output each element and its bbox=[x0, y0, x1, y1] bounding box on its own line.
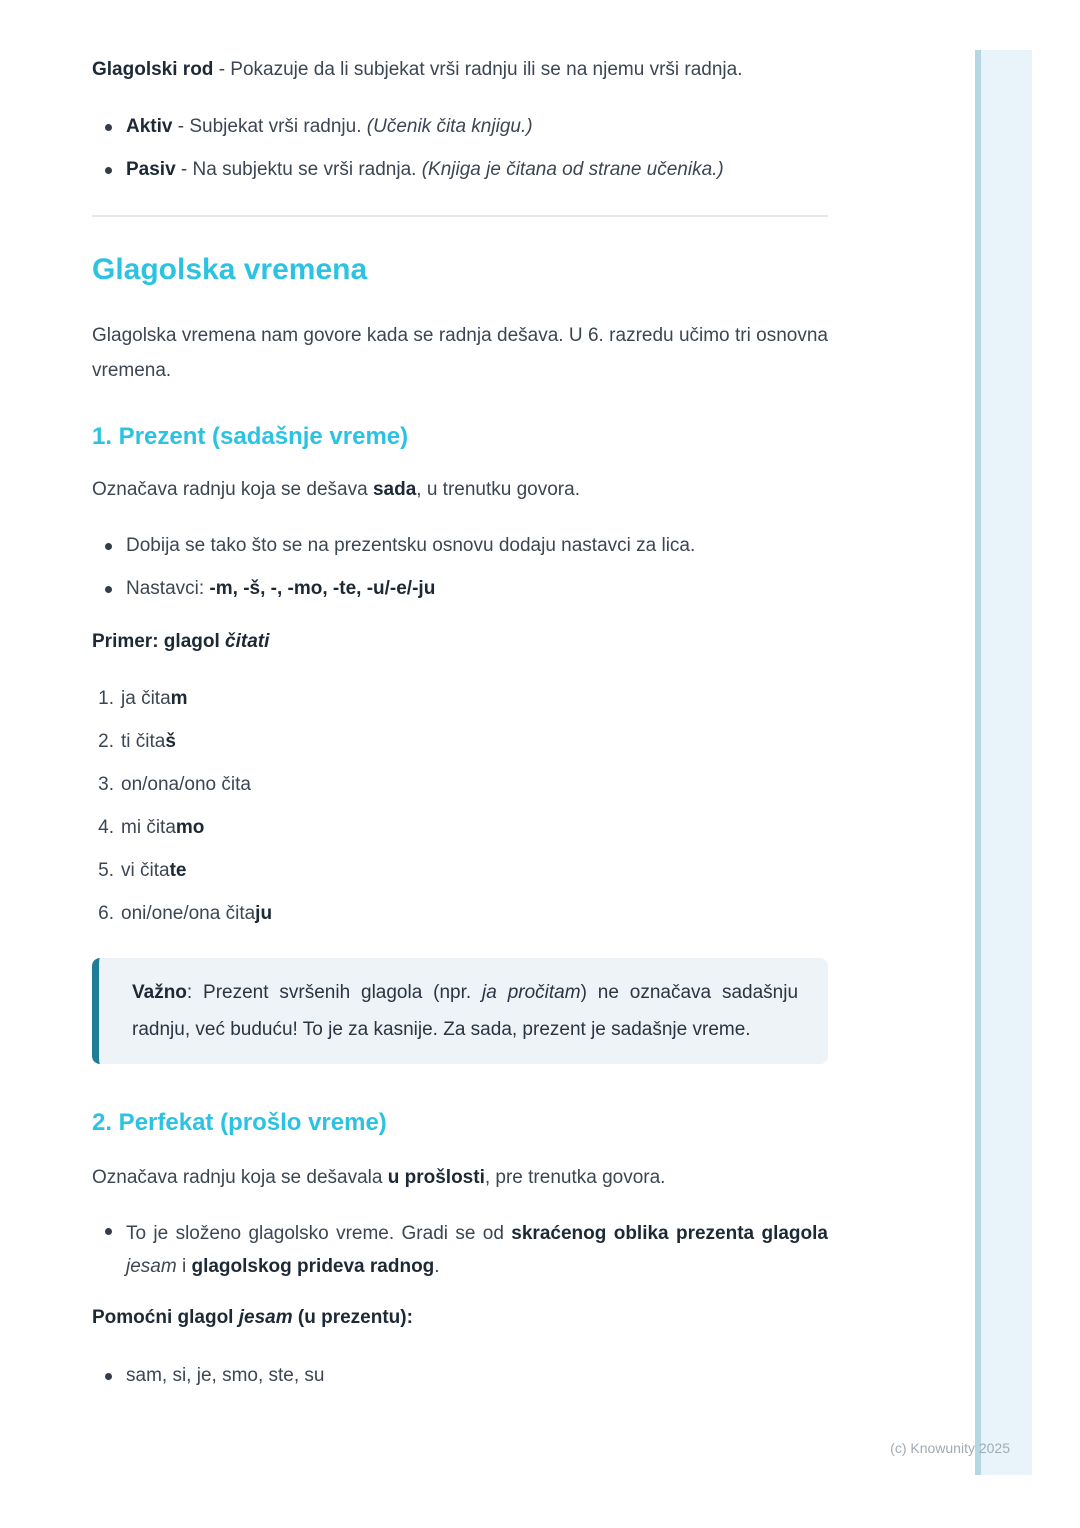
prezent-description bbox=[92, 476, 828, 504]
pasiv-example: (Knjiga je čitana od strane učenika.) bbox=[421, 159, 724, 180]
primer-verb bbox=[225, 631, 269, 652]
aktiv-example: (Učenik čita knjigu.) bbox=[366, 116, 533, 137]
callout-body-start: : Prezent svršenih glagola (npr. bbox=[186, 982, 483, 1003]
conjugation-row bbox=[92, 814, 828, 842]
conjugation-form bbox=[121, 728, 176, 756]
perfekat-list bbox=[92, 1217, 828, 1283]
perfekat-desc-text: Označava radnju koja se dešavala bbox=[92, 1167, 388, 1188]
prezent-list bbox=[92, 532, 828, 603]
important-callout bbox=[92, 958, 828, 1064]
list-item-pasiv bbox=[92, 156, 828, 184]
prezent-heading: 1. Prezent (sadašnje vreme) bbox=[92, 423, 409, 450]
aktiv-description: - Subjekat vrši radnju. bbox=[172, 116, 367, 137]
conjugation-row bbox=[92, 900, 828, 928]
form-ending: mo bbox=[175, 817, 205, 838]
conjugation-form bbox=[121, 771, 251, 799]
pomocni-text: Pomoćni glagol bbox=[92, 1307, 239, 1328]
bold-run: glagolskog prideva radnog bbox=[191, 1256, 435, 1277]
form-ending: m bbox=[170, 688, 188, 709]
section-divider bbox=[92, 215, 828, 217]
copyright-watermark: (c) Knowunity 2025 bbox=[890, 1440, 1010, 1456]
prezent-desc-bold: sada bbox=[372, 479, 417, 500]
list-item-nastavci bbox=[92, 575, 828, 603]
form-ending: ju bbox=[255, 903, 273, 924]
pomocni-glagol-label bbox=[92, 1304, 828, 1332]
list-item-text bbox=[126, 575, 435, 603]
list-item-text bbox=[126, 156, 724, 184]
list-item-text bbox=[126, 1217, 828, 1283]
bold-run: skraćenog oblika prezenta glagola bbox=[511, 1223, 828, 1244]
bullet-icon bbox=[105, 124, 112, 131]
jesam-forms-list bbox=[92, 1362, 828, 1390]
row-number: 4. bbox=[98, 817, 114, 838]
perfekat-desc-bold: u prošlosti bbox=[387, 1167, 485, 1188]
bullet-icon bbox=[105, 586, 112, 593]
prezent-desc-text-end: , u trenutku govora. bbox=[416, 479, 580, 500]
form-stem: ti čita bbox=[121, 731, 166, 752]
form-stem: mi čita bbox=[121, 817, 176, 838]
conjugation-row bbox=[92, 771, 828, 799]
verb-jesam: jesam bbox=[238, 1307, 293, 1328]
nastavci-endings: -m, -š, -, -mo, -te, -u/-e/-ju bbox=[209, 578, 436, 599]
perfekat-desc-text-end: , pre trenutka govora. bbox=[484, 1167, 666, 1188]
conjugation-form bbox=[121, 685, 188, 713]
conjugation-row bbox=[92, 857, 828, 885]
nastavci-label: Nastavci: bbox=[126, 578, 210, 599]
conjugation-form bbox=[121, 900, 272, 928]
form-stem: oni/one/ona čita bbox=[121, 903, 256, 924]
form-stem: on/ona/ono čita bbox=[121, 774, 251, 795]
perfekat-heading: 2. Perfekat (prošlo vreme) bbox=[92, 1109, 387, 1136]
callout-body-end: ) ne označava sadašnju radnju, već buduću! To je za kasnije. Za sada, prezent je sadašnje vreme. bbox=[132, 982, 799, 1040]
list-item-text: Dobija se tako što se na prezentsku osnovu dodaju nastavci za lica. bbox=[126, 535, 696, 556]
glagolski-rod-definition bbox=[92, 56, 828, 84]
pomocni-verb bbox=[239, 1307, 293, 1328]
row-number: 5. bbox=[98, 860, 114, 881]
term-aktiv: Aktiv bbox=[126, 116, 173, 137]
text-run: . bbox=[434, 1256, 440, 1277]
section-intro-paragraph: Glagolska vremena nam govore kada se radnja dešava. U 6. razredu učimo tri osnovna vremena. bbox=[92, 325, 828, 381]
glagolski-rod-list bbox=[92, 113, 828, 184]
row-number: 1. bbox=[98, 688, 114, 709]
list-item-aktiv bbox=[92, 113, 828, 141]
row-number: 6. bbox=[98, 903, 114, 924]
term-pasiv: Pasiv bbox=[126, 159, 176, 180]
page-edge-strip bbox=[975, 50, 1032, 1475]
callout-label: Važno bbox=[132, 982, 187, 1003]
form-stem: ja čita bbox=[121, 688, 171, 709]
text-run: i bbox=[176, 1256, 192, 1277]
bullet-icon bbox=[105, 1373, 112, 1380]
term-glagolski-rod: Glagolski rod bbox=[92, 59, 214, 80]
row-number: 2. bbox=[98, 731, 114, 752]
perfekat-description bbox=[92, 1164, 828, 1192]
conjugation-list bbox=[92, 685, 828, 928]
form-stem: vi čita bbox=[121, 860, 170, 881]
conjugation-row bbox=[92, 685, 828, 713]
callout-example: ja pročitam bbox=[482, 982, 581, 1003]
list-item-text: sam, si, je, smo, ste, su bbox=[126, 1365, 325, 1386]
bullet-icon bbox=[105, 167, 112, 174]
primer-text: Primer: glagol bbox=[92, 631, 226, 652]
text-run: To je složeno glagolsko vreme. Gradi se od bbox=[126, 1223, 512, 1244]
conjugation-form bbox=[121, 814, 204, 842]
list-item-gradjenje bbox=[92, 1217, 828, 1283]
verb-citati: čitati bbox=[225, 631, 270, 652]
primer-label bbox=[92, 628, 828, 656]
conjugation-form bbox=[121, 857, 186, 885]
definition-text: - Pokazuje da li subjekat vrši radnju ili se na njemu vrši radnja. bbox=[213, 59, 743, 80]
bullet-icon bbox=[105, 543, 112, 550]
conjugation-row bbox=[92, 728, 828, 756]
section-title: Glagolska vremena bbox=[92, 253, 368, 286]
pasiv-description: - Na subjektu se vrši radnja. bbox=[175, 159, 422, 180]
pomocni-text-end: (u prezentu): bbox=[292, 1307, 413, 1328]
bullet-icon bbox=[105, 1228, 112, 1235]
form-ending: š bbox=[165, 731, 176, 752]
prezent-desc-text: Označava radnju koja se dešava bbox=[92, 479, 373, 500]
list-item-osnova bbox=[92, 532, 828, 560]
form-ending: te bbox=[169, 860, 187, 881]
callout-text bbox=[132, 974, 798, 1048]
list-item-forms bbox=[92, 1362, 828, 1390]
list-item-text bbox=[126, 113, 533, 141]
document-content bbox=[92, 56, 828, 1390]
verb-jesam: jesam bbox=[126, 1256, 177, 1277]
row-number: 3. bbox=[98, 774, 114, 795]
